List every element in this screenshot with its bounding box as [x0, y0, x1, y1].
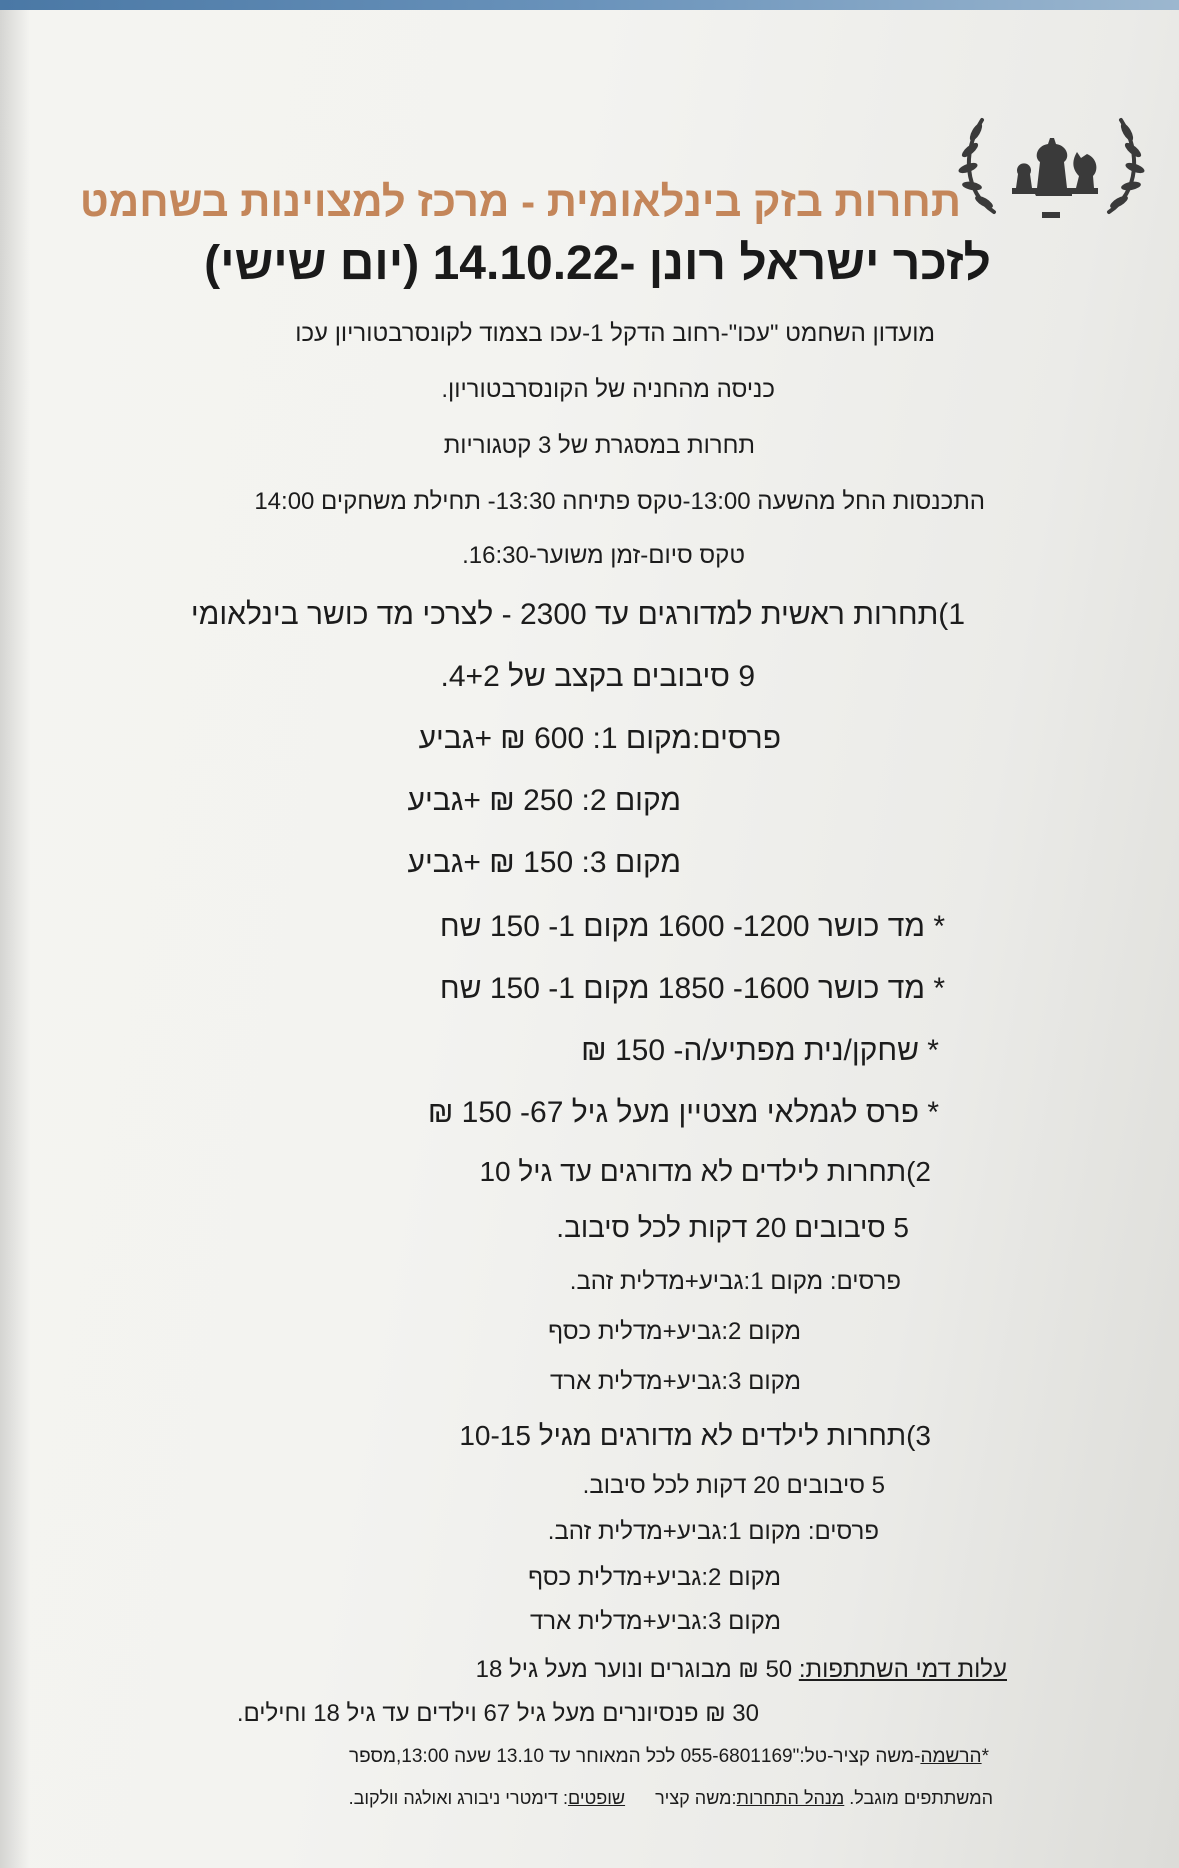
entrance-line: כניסה מהחניה של הקונסרבטוריון. [441, 376, 775, 403]
section2-prize-2: מקום 2:גביע+מדלית כסף [548, 1318, 801, 1345]
closing-line: טקס סיום-זמן משוער-16:30. [462, 542, 745, 569]
section1-prize-1: פרסים:מקום 1: 600 ₪ +גביע [418, 722, 781, 755]
section1-prize-3: מקום 3: 150 ₪ +גביע [407, 846, 681, 879]
section2-prize-3: מקום 3:גביע+מדלית ארד [549, 1368, 801, 1395]
special-prize-rating-2: * מד כושר 1600- 1850 מקום 1- 150 שח [439, 972, 945, 1005]
judges-label: שופטים [567, 1788, 626, 1808]
event-title: תחרות בזק בינלאומית - מרכז למצוינות בשחמט [79, 178, 961, 225]
fee-adults: 50 ₪ מבוגרים ונוער מעל גיל 18 [475, 1656, 799, 1683]
footer-line [0, 1788, 993, 1809]
section2-rounds: 5 סיבובים 20 דקות לכל סיבוב. [556, 1212, 909, 1243]
chess-pieces-laurel-icon [954, 112, 1149, 222]
event-subtitle: לזכר ישראל רונן -14.10.22 (יום שישי) [204, 237, 991, 290]
section3-prize-1: פרסים: מקום 1:גביע+מדלית זהב. [547, 1518, 879, 1545]
registration-asterisk: * [981, 1746, 989, 1767]
section1-prize-2: מקום 2: 250 ₪ +גביע [407, 784, 681, 817]
section1-rounds: 9 סיבובים בקצב של 4+2. [440, 660, 755, 693]
director-label: מנהל התחרות [736, 1788, 845, 1808]
registration-details: -משה קציר-טל:"055-6801169 לכל המאוחר עד 13.10 שעה 13:00,מספר [348, 1746, 921, 1767]
section1-heading: 1)תחרות ראשית למדורגים עד 2300 - לצרכי מד כושר בינלאומי [190, 598, 965, 631]
categories-line: תחרות במסגרת של 3 קטגוריות [443, 432, 755, 459]
special-prize-rating-1: * מד כושר 1200- 1600 מקום 1- 150 שח [439, 910, 945, 943]
special-prize-surprise: * שחקן/נית מפתיע/ה- 150 ₪ [581, 1034, 939, 1067]
registration-label: הרשמה [920, 1746, 982, 1767]
participants-limited: המשתתפים מוגבל. [844, 1788, 993, 1808]
fee-line-2: 30 ₪ פנסיונרים מעל גיל 67 וילדים עד גיל 18 וחילים. [236, 1700, 759, 1727]
section3-heading: 3)תחרות לילדים לא מדורגים מגיל 10-15 [459, 1420, 931, 1451]
registration-line [0, 1746, 989, 1768]
schedule-line: התכנסות החל מהשעה 13:00-טקס פתיחה 13:30- תחילת משחקים 14:00 [254, 488, 985, 515]
judges-names: : דימטרי ניבורג ואולגה וולקוב. [348, 1788, 568, 1808]
fee-line-1 [0, 1656, 1007, 1684]
fee-label: עלות דמי השתתפות: [798, 1656, 1007, 1683]
top-edge-strip [0, 0, 1179, 10]
section3-rounds: 5 סיבובים 20 דקות לכל סיבוב. [582, 1472, 885, 1499]
section3-prize-3: מקום 3:גביע+מדלית ארד [529, 1608, 781, 1635]
section3-prize-2: מקום 2:גביע+מדלית כסף [528, 1564, 781, 1591]
special-prize-senior: * פרס לגמלאי מצטיין מעל גיל 67- 150 ₪ [427, 1096, 939, 1129]
section2-prize-1: פרסים: מקום 1:גביע+מדלית זהב. [569, 1268, 901, 1295]
section2-heading: 2)תחרות לילדים לא מדורגים עד גיל 10 [479, 1156, 931, 1187]
venue-line: מועדון השחמט "עכו"-רחוב הדקל 1-עכו בצמוד לקונסרבטוריון עכו [295, 320, 935, 347]
director-name: :משה קציר [655, 1788, 737, 1808]
